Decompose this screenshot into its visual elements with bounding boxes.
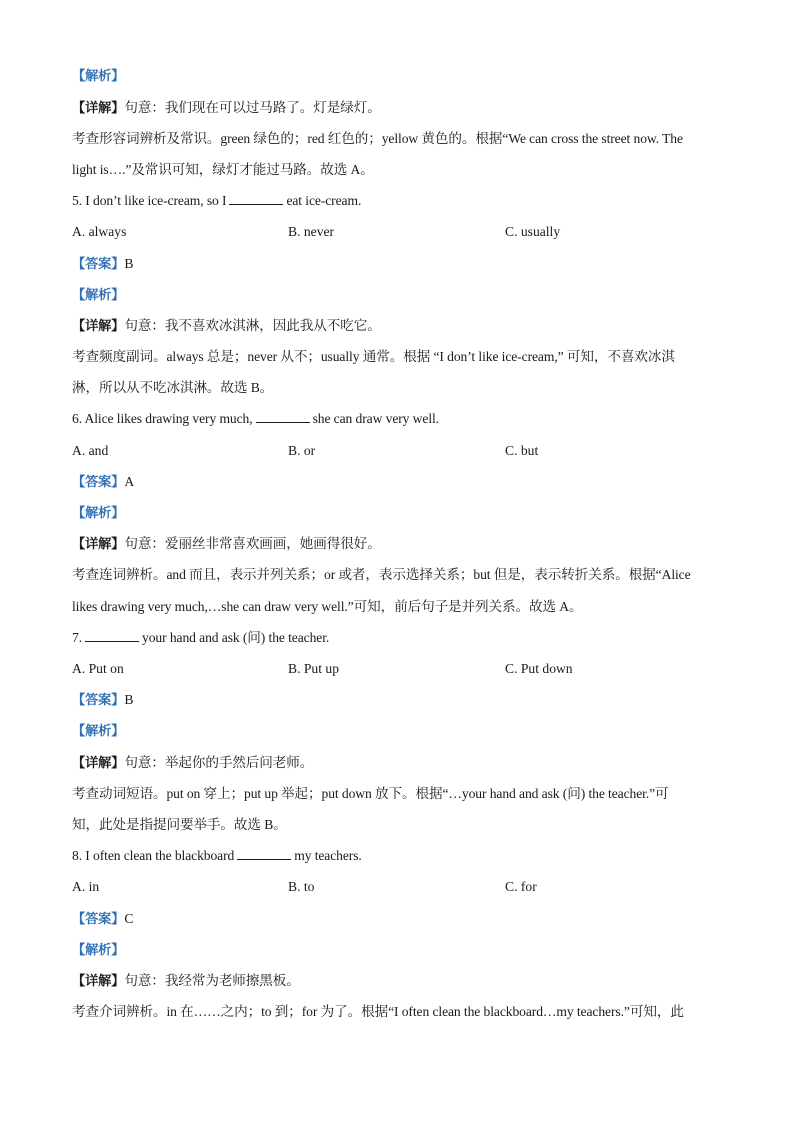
detail-tag: 【详解】 <box>72 756 125 771</box>
explanation-line: light is….”及常识可知，绿灯才能过马路。故选 A。 <box>72 162 374 177</box>
analysis-tag: 【解析】 <box>72 506 125 521</box>
explanation-line: 考查形容词辨析及常识。green 绿色的；red 红色的；yellow 黄色的。根据“We can cross the street now. The <box>72 131 683 146</box>
stem-part: 6. Alice likes drawing very much, <box>72 411 253 426</box>
detail-text: 句意：举起你的手然后问老师。 <box>124 755 314 770</box>
option-c: C. but <box>505 443 539 458</box>
explanation-line: 淋，所以从不吃冰淇淋。故选 B。 <box>72 380 274 395</box>
answer-value: B <box>124 256 134 271</box>
detail-tag: 【详解】 <box>72 537 125 552</box>
analysis-tag: 【解析】 <box>72 724 125 739</box>
explanation-line: 考查频度副词。always 总是；never 从不；usually 通常。根据 “I don’t like ice-cream,” 可知，不喜欢冰淇 <box>72 349 675 364</box>
analysis-tag: 【解析】 <box>72 288 125 303</box>
analysis-tag: 【解析】 <box>72 69 125 84</box>
option-a: A. Put on <box>72 661 124 676</box>
question-5-stem <box>72 192 722 210</box>
stem-part: your hand and ask (问) the teacher. <box>142 630 330 645</box>
detail-line <box>72 317 722 336</box>
answer-line <box>72 910 722 929</box>
stem-part: my teachers. <box>294 848 362 863</box>
option-b: B. or <box>288 443 316 458</box>
detail-tag: 【详解】 <box>72 101 125 116</box>
explanation-line: 知，此处是指提问要举手。故选 B。 <box>72 817 287 832</box>
detail-line <box>72 972 722 991</box>
analysis-heading <box>72 67 722 86</box>
explanation-line: 考查连词辨析。and 而且，表示并列关系；or 或者，表示选择关系；but 但是，表示转折关系。根据“Alice <box>72 567 691 582</box>
question-6-stem <box>72 410 722 428</box>
answer-line <box>72 473 722 492</box>
option-a: A. always <box>72 224 127 239</box>
detail-tag: 【详解】 <box>72 319 125 334</box>
answer-value: A <box>124 474 135 489</box>
detail-text: 句意：我不喜欢冰淇淋，因此我从不吃它。 <box>124 318 381 333</box>
question-8-stem <box>72 847 722 865</box>
option-c: C. usually <box>505 224 561 239</box>
analysis-heading <box>72 941 722 960</box>
answer-value: B <box>124 692 134 707</box>
answer-tag: 【答案】 <box>72 257 125 272</box>
explanation-line: 考查动词短语。put on 穿上；put up 举起；put down 放下。根据“…your hand and ask (问) the teacher.”可 <box>72 786 669 801</box>
detail-text: 句意：我们现在可以过马路了。灯是绿灯。 <box>124 100 381 115</box>
detail-tag: 【详解】 <box>72 974 125 989</box>
question-7-stem <box>72 629 722 647</box>
answer-blank <box>229 192 283 205</box>
explanation-line: likes drawing very much,…she can draw very well.”可知，前后句子是并列关系。故选 A。 <box>72 599 583 614</box>
answer-blank <box>237 847 291 860</box>
option-a: A. in <box>72 879 100 894</box>
answer-line <box>72 691 722 710</box>
option-b: B. never <box>288 224 335 239</box>
analysis-heading <box>72 504 722 523</box>
analysis-tag: 【解析】 <box>72 943 125 958</box>
answer-line <box>72 255 722 274</box>
option-c: C. for <box>505 879 537 894</box>
stem-part: 8. I often clean the blackboard <box>72 848 235 863</box>
detail-line <box>72 99 722 118</box>
answer-blank <box>85 629 139 642</box>
option-b: B. to <box>288 879 315 894</box>
option-c: C. Put down <box>505 661 573 676</box>
answer-tag: 【答案】 <box>72 475 125 490</box>
stem-part: eat ice-cream. <box>286 193 362 208</box>
analysis-heading <box>72 722 722 741</box>
stem-part: 7. <box>72 630 82 645</box>
stem-part: 5. I don’t like ice-cream, so I <box>72 193 227 208</box>
detail-text: 句意：我经常为老师擦黑板。 <box>124 973 300 988</box>
option-a: A. and <box>72 443 109 458</box>
stem-part: she can draw very well. <box>312 411 439 426</box>
answer-value: C <box>124 911 134 926</box>
option-b: B. Put up <box>288 661 339 676</box>
explanation-line: 考查介词辨析。in 在……之内；to 到；for 为了。根据“I often clean the blackboard…my teachers.”可知，此 <box>72 1004 684 1019</box>
answer-tag: 【答案】 <box>72 912 125 927</box>
detail-line <box>72 754 722 773</box>
detail-text: 句意：爱丽丝非常喜欢画画，她画得很好。 <box>124 536 381 551</box>
answer-tag: 【答案】 <box>72 693 125 708</box>
detail-line <box>72 535 722 554</box>
answer-blank <box>256 410 310 423</box>
analysis-heading <box>72 286 722 305</box>
